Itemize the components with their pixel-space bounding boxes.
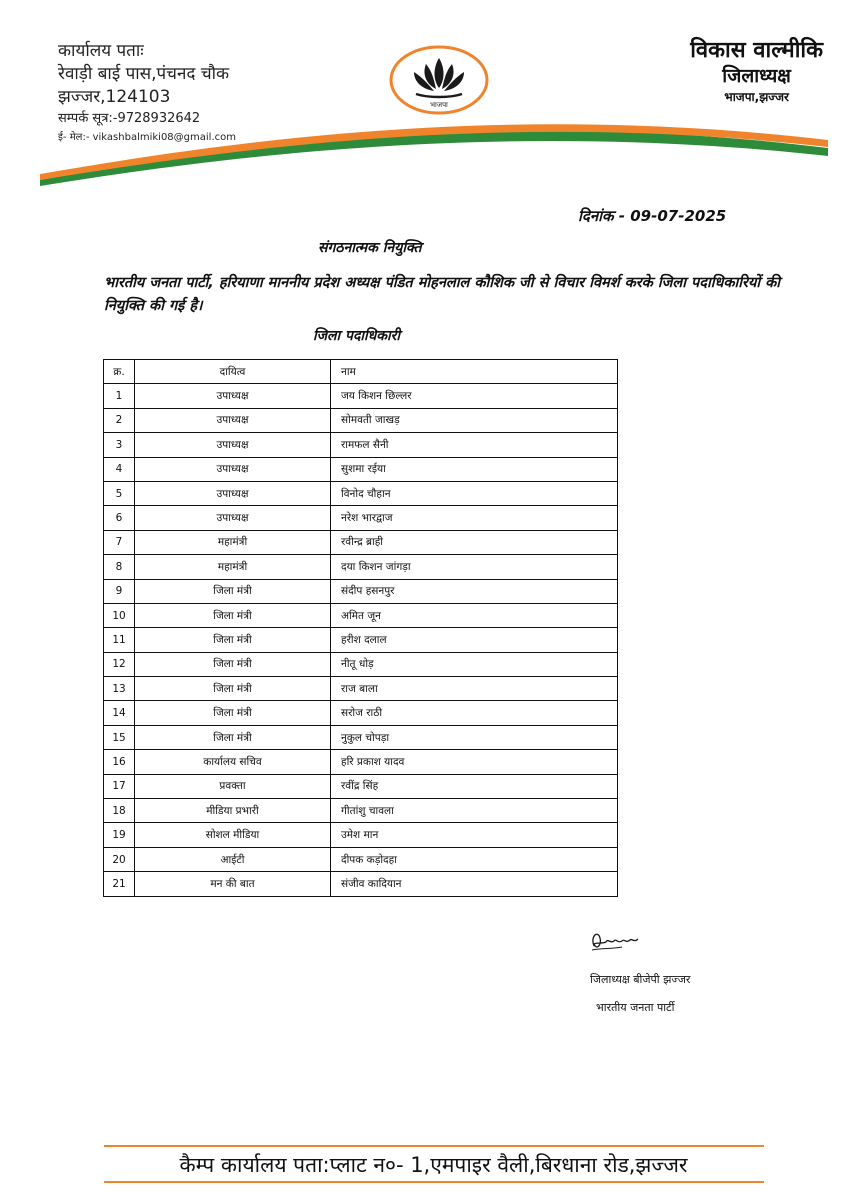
email-address: ई- मेल:- vikashbalmiki08@gmail.com xyxy=(58,132,236,143)
letter-body: भारतीय जनता पार्टी, हरियाणा माननीय प्रदेश अध्यक्ष पंडित मोहनलाल कौशिक जी से विचार विमर्श करके जिला पदाधिकारियों की नियुक्ति की गई है। xyxy=(104,275,781,314)
footer-divider-bottom xyxy=(104,1181,764,1183)
table-row xyxy=(104,457,618,481)
serial-cell: 2 xyxy=(104,408,135,432)
responsibility-cell: जिला मंत्री xyxy=(135,652,331,676)
responsibility-cell: प्रवक्ता xyxy=(135,774,331,798)
responsibility-cell: मन की बात xyxy=(135,872,331,896)
table-row xyxy=(104,750,618,774)
serial-cell: 17 xyxy=(104,774,135,798)
serial-cell: 20 xyxy=(104,847,135,871)
table-row xyxy=(104,701,618,725)
name-cell: संजीव कादियान xyxy=(331,872,618,896)
name-cell: अमित जून xyxy=(331,603,618,627)
table-row xyxy=(104,579,618,603)
serial-cell: 5 xyxy=(104,481,135,505)
responsibility-cell: उपाध्यक्ष xyxy=(135,506,331,530)
name-cell: उमेश मान xyxy=(331,823,618,847)
letter-date: दिनांक - 09-07-2025 xyxy=(578,207,727,225)
serial-cell: 11 xyxy=(104,628,135,652)
table-row xyxy=(104,677,618,701)
name-cell: सुशमा रईया xyxy=(331,457,618,481)
responsibility-cell: जिला मंत्री xyxy=(135,701,331,725)
phone-number: सम्पर्क सूत्र:-9728932642 xyxy=(58,111,201,126)
responsibility-cell: कार्यालय सचिव xyxy=(135,750,331,774)
table-row xyxy=(104,384,618,408)
responsibility-cell: उपाध्यक्ष xyxy=(135,408,331,432)
name-cell: रवींद्र सिंह xyxy=(331,774,618,798)
header-name: नाम xyxy=(331,360,618,384)
serial-cell: 8 xyxy=(104,555,135,579)
responsibility-cell: जिला मंत्री xyxy=(135,628,331,652)
responsibility-cell: आईटी xyxy=(135,847,331,871)
serial-cell: 16 xyxy=(104,750,135,774)
responsibility-cell: उपाध्यक्ष xyxy=(135,481,331,505)
name-cell: राज बाला xyxy=(331,677,618,701)
name-cell: सरोज राठी xyxy=(331,701,618,725)
serial-cell: 13 xyxy=(104,677,135,701)
address-line-1: रेवाड़ी बाई पास,पंचनद चौक xyxy=(58,64,230,84)
serial-cell: 1 xyxy=(104,384,135,408)
name-cell: सोमवती जाखड़ xyxy=(331,408,618,432)
serial-cell: 18 xyxy=(104,799,135,823)
table-row xyxy=(104,481,618,505)
address-label: कार्यालय पताः xyxy=(58,41,144,61)
address-line-2: झज्जर,124103 xyxy=(58,87,171,107)
table-row xyxy=(104,555,618,579)
table-row xyxy=(104,872,618,896)
serial-cell: 4 xyxy=(104,457,135,481)
header-serial: क्र. xyxy=(104,360,135,384)
signatory-party: भारतीय जनता पार्टी xyxy=(596,1001,675,1014)
responsibility-cell: जिला मंत्री xyxy=(135,579,331,603)
table-row xyxy=(104,433,618,457)
footer-divider-top xyxy=(104,1145,764,1147)
logo-text: भाजपा xyxy=(430,101,448,109)
table-row xyxy=(104,408,618,432)
name-cell: जय किशन छिल्लर xyxy=(331,384,618,408)
signature-icon xyxy=(588,926,648,954)
office-holder-block xyxy=(690,38,823,106)
office-holder-place: भाजपा,झज्जर xyxy=(724,90,789,104)
serial-cell: 10 xyxy=(104,603,135,627)
name-cell: हरि प्रकाश यादव xyxy=(331,750,618,774)
name-cell: दया किशन जांगड़ा xyxy=(331,555,618,579)
header-responsibility: दायित्व xyxy=(135,360,331,384)
table-row xyxy=(104,847,618,871)
table-row xyxy=(104,823,618,847)
name-cell: रवीन्द्र ब्राही xyxy=(331,530,618,554)
table-row xyxy=(104,506,618,530)
footer-camp-address: कैम्प कार्यालय पता:प्लाट न०- 1,एमपाइर वैली,बिरधाना रोड,झज्जर xyxy=(179,1153,688,1177)
name-cell: नुकुल चोपड़ा xyxy=(331,725,618,749)
serial-cell: 9 xyxy=(104,579,135,603)
table-row xyxy=(104,799,618,823)
table-row xyxy=(104,628,618,652)
serial-cell: 19 xyxy=(104,823,135,847)
table-row xyxy=(104,603,618,627)
table-row xyxy=(104,652,618,676)
name-cell: रामफल सैनी xyxy=(331,433,618,457)
responsibility-cell: उपाध्यक्ष xyxy=(135,433,331,457)
name-cell: नरेश भारद्वाज xyxy=(331,506,618,530)
name-cell: संदीप हसनपुर xyxy=(331,579,618,603)
table-row xyxy=(104,774,618,798)
responsibility-cell: मीडिया प्रभारी xyxy=(135,799,331,823)
header-swoosh xyxy=(0,100,867,195)
letter-heading: संगठनात्मक नियुक्ति xyxy=(318,240,422,256)
office-holder-designation: जिलाध्यक्ष xyxy=(722,65,791,87)
responsibility-cell: महामंत्री xyxy=(135,555,331,579)
responsibility-cell: जिला मंत्री xyxy=(135,677,331,701)
name-cell: हरीश दलाल xyxy=(331,628,618,652)
responsibility-cell: उपाध्यक्ष xyxy=(135,457,331,481)
name-cell: नीतू धोड़ xyxy=(331,652,618,676)
serial-cell: 6 xyxy=(104,506,135,530)
name-cell: विनोद चौहान xyxy=(331,481,618,505)
table-header-row xyxy=(104,360,618,384)
appointments-table xyxy=(103,359,618,897)
responsibility-cell: महामंत्री xyxy=(135,530,331,554)
responsibility-cell: जिला मंत्री xyxy=(135,603,331,627)
responsibility-cell: सोशल मीडिया xyxy=(135,823,331,847)
table-row xyxy=(104,725,618,749)
serial-cell: 12 xyxy=(104,652,135,676)
serial-cell: 15 xyxy=(104,725,135,749)
responsibility-cell: जिला मंत्री xyxy=(135,725,331,749)
serial-cell: 7 xyxy=(104,530,135,554)
serial-cell: 14 xyxy=(104,701,135,725)
table-subheading: जिला पदाधिकारी xyxy=(313,328,400,344)
name-cell: दीपक कड़ोदहा xyxy=(331,847,618,871)
serial-cell: 21 xyxy=(104,872,135,896)
responsibility-cell: उपाध्यक्ष xyxy=(135,384,331,408)
serial-cell: 3 xyxy=(104,433,135,457)
signatory-designation: जिलाध्यक्ष बीजेपी झज्जर xyxy=(590,973,691,986)
name-cell: गीतांशु चावला xyxy=(331,799,618,823)
table-row xyxy=(104,530,618,554)
office-holder-name: विकास वाल्मीकि xyxy=(690,38,823,63)
